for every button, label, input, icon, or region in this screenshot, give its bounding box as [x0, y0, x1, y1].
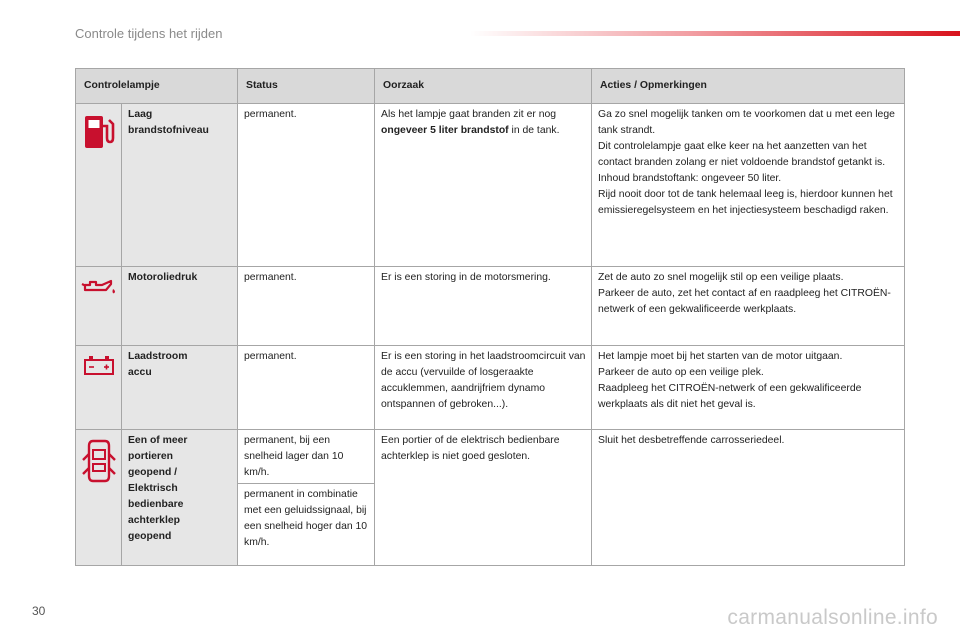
warning-label: Een of meer portieren geopend / Elektrisch bedienbare achterklep geopend: [122, 430, 238, 566]
cause-cell: Een portier of de elektrisch bedienbare achterklep is niet goed gesloten.: [375, 430, 592, 566]
actions-cell: Ga zo snel mogelijk tanken om te voorkomen dat u met een lege tank strandt. Dit controlelampje gaat elke keer na het aanzetten van het contact branden zolang er niet voldoende brandstof getankt is. Inhoud brandstoftank: ongeveer 50 liter. Rijd nooit door tot de tank helemaal leeg is, hierdoor kunnen het emissieregelsysteem en het injectiesysteem beschadigd raken.: [592, 104, 905, 267]
table-header-row: [76, 69, 905, 104]
watermark: carmanualsonline.info: [727, 606, 938, 629]
oil-can-icon: [81, 275, 117, 297]
status-cell: permanent.: [238, 346, 375, 430]
column-header: Status: [238, 69, 375, 104]
title-accent-bar: [470, 31, 960, 36]
warning-label: Motoroliedruk: [122, 267, 238, 346]
table-row: [76, 104, 905, 267]
column-header: Acties / Opmerkingen: [592, 69, 905, 104]
table-row: [76, 267, 905, 346]
table-row: [76, 430, 905, 484]
warning-label: Laadstroom accu: [122, 346, 238, 430]
status-cell: permanent in combinatie met een geluidssignaal, bij een snelheid hoger dan 10 km/h.: [238, 484, 375, 566]
icon-cell: [76, 346, 122, 430]
actions-cell: Sluit het desbetreffende carrosseriedeel.: [592, 430, 905, 566]
cause-cell: Er is een storing in de motorsmering.: [375, 267, 592, 346]
column-header: Oorzaak: [375, 69, 592, 104]
column-header: Controlelampje: [76, 69, 238, 104]
icon-cell: [76, 104, 122, 267]
fuel-pump-icon: [82, 112, 116, 152]
status-cell: permanent.: [238, 267, 375, 346]
cause-cell: Als het lampje gaat branden zit er nog ongeveer 5 liter brandstof in de tank.: [375, 104, 592, 267]
page-number: 30: [32, 604, 46, 618]
actions-cell: Zet de auto zo snel mogelijk stil op een veilige plaats. Parkeer de auto, zet het contact af en raadpleeg het CITROËN-netwerk of een gekwalificeerde werkplaats.: [592, 267, 905, 346]
page-title: Controle tijdens het rijden: [75, 26, 223, 41]
cause-cell: Er is een storing in het laadstroomcircuit van de accu (vervuilde of losgeraakte accuklemmen, aandrijfriem dynamo ontspannen of gebroken...).: [375, 346, 592, 430]
battery-icon: [83, 354, 115, 376]
warning-label: Laag brandstofniveau: [122, 104, 238, 267]
status-cell: permanent.: [238, 104, 375, 267]
icon-cell: [76, 267, 122, 346]
actions-cell: Het lampje moet bij het starten van de motor uitgaan. Parkeer de auto op een veilige plek. Raadpleeg het CITROËN-netwerk of een gekwalificeerde werkplaats als dit niet het geval is.: [592, 346, 905, 430]
door-open-icon: [82, 438, 116, 484]
warning-lights-table: [75, 68, 905, 566]
icon-cell: [76, 430, 122, 566]
status-cell: permanent, bij een snelheid lager dan 10 km/h.: [238, 430, 375, 484]
table-row: [76, 346, 905, 430]
